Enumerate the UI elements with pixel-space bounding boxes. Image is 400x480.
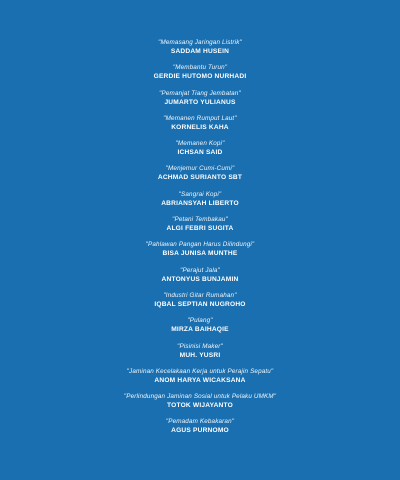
credit-item bbox=[0, 39, 400, 64]
photo-title: "Sangrai Kopi" bbox=[178, 190, 222, 198]
credit-item bbox=[0, 241, 400, 266]
photographer-name: JUMARTO YULIANUS bbox=[164, 98, 236, 106]
credit-item bbox=[0, 165, 400, 190]
credit-item bbox=[0, 267, 400, 292]
credit-item bbox=[0, 90, 400, 115]
photo-title: "Pemadam Kebakaran" bbox=[165, 418, 235, 426]
photo-title: "Jaminan Kecelakaan Kerja untuk Perajin Sepatu" bbox=[126, 367, 274, 375]
photographer-name: AGUS PURNOMO bbox=[171, 427, 229, 435]
photo-title: "Memanen Kopi" bbox=[175, 140, 225, 148]
credit-item bbox=[0, 140, 400, 165]
photographer-name: MIRZA BAIHAQIE bbox=[171, 326, 229, 334]
photographer-name: ICHSAN SAID bbox=[177, 149, 223, 157]
photographer-name: IQBAL SEPTIAN NUGROHO bbox=[154, 300, 246, 308]
photo-title: "Pisinisi Maker" bbox=[177, 342, 223, 350]
photo-title: "Industri Gitar Rumahan" bbox=[163, 291, 237, 299]
photo-title: "Perajut Jala" bbox=[180, 266, 220, 274]
photo-title: "Memasang Jaringan Listrik" bbox=[158, 39, 242, 46]
photographer-name: GERDIE HUTOMO NURHADI bbox=[153, 73, 247, 81]
photographer-name: ACHMAD SURIANTO SBT bbox=[157, 174, 243, 182]
photo-title: "Pulang" bbox=[187, 317, 213, 325]
photo-title: "Membantu Turun" bbox=[172, 64, 228, 72]
credit-item bbox=[0, 317, 400, 342]
credit-item bbox=[0, 64, 400, 89]
photographer-name: KORNELIS KAHA bbox=[171, 123, 229, 131]
credit-item bbox=[0, 418, 400, 443]
photographer-name: ABRIANSYAH LIBERTO bbox=[161, 199, 239, 207]
photographer-name: MUH. YUSRI bbox=[179, 351, 221, 359]
photo-title: "Memanen Rumput Laut" bbox=[163, 114, 237, 122]
photographer-name: SADDAM HUSEIN bbox=[170, 48, 230, 55]
photo-title: "Pemanjat Tiang Jembatan" bbox=[159, 89, 241, 97]
photographer-name: ANOM HARYA WICAKSANA bbox=[154, 376, 246, 384]
credit-item bbox=[0, 115, 400, 140]
photographer-name: ALGI FEBRI SUGITA bbox=[166, 225, 234, 233]
credit-item bbox=[0, 368, 400, 393]
photo-credits-list bbox=[0, 39, 400, 444]
photographer-name: ANTONYUS BUNJAMIN bbox=[161, 275, 239, 283]
photographer-name: TOTOK WIJAYANTO bbox=[167, 402, 233, 410]
photo-title: "Petani Tembakau" bbox=[172, 216, 228, 224]
credit-item bbox=[0, 191, 400, 216]
photo-title: "Pahlawan Pangan Harus Dilindungi" bbox=[145, 241, 255, 249]
credit-item bbox=[0, 393, 400, 418]
credit-item bbox=[0, 216, 400, 241]
photo-title: "Perlindungan Jaminan Sosial untuk Pelaku UMKM" bbox=[123, 393, 277, 401]
credit-item bbox=[0, 292, 400, 317]
photo-title: "Menjemur Cumi-Cumi" bbox=[165, 165, 235, 173]
photographer-name: BISA JUNISA MUNTHE bbox=[162, 250, 238, 258]
credit-item bbox=[0, 343, 400, 368]
